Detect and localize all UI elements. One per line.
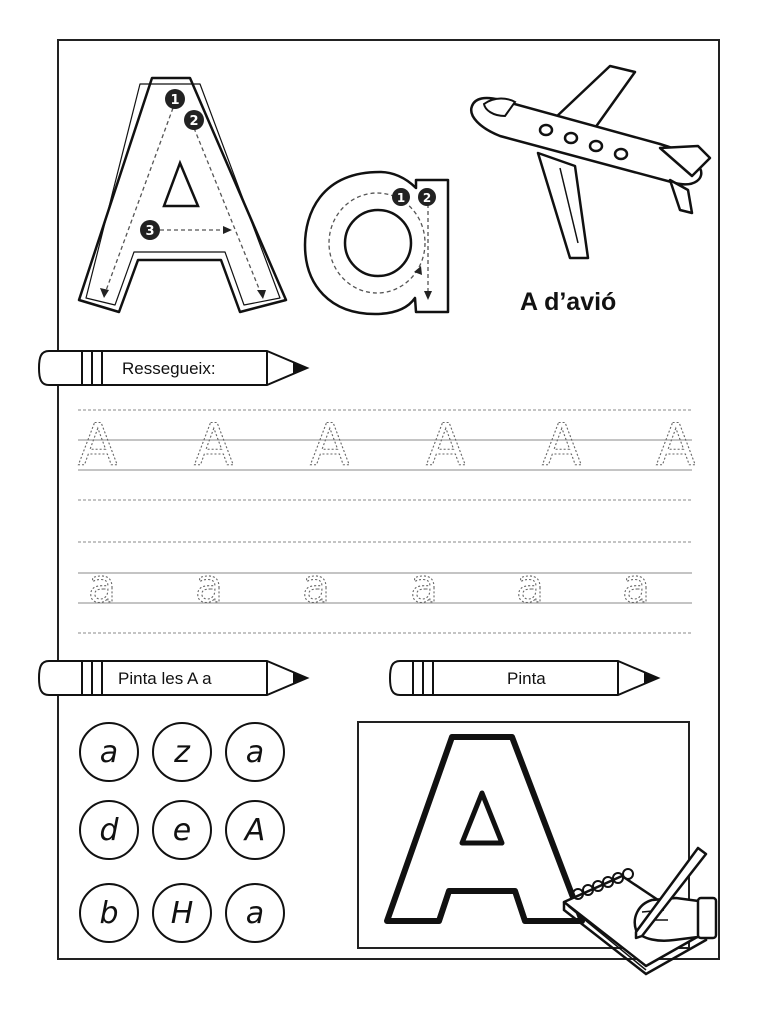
trace-label: Ressegueix: — [122, 359, 216, 378]
trace-lower-3: a — [302, 559, 331, 613]
trace-lower-4: a — [410, 559, 439, 613]
trace-lower-1: a — [88, 559, 117, 613]
step-2-label: 2 — [189, 114, 199, 129]
trace-upper-1: A — [78, 411, 118, 479]
color-picture-label: Pinta — [507, 669, 546, 688]
letter-bubble[interactable]: z — [152, 722, 212, 782]
lower-step-1-label: 1 — [396, 191, 406, 205]
trace-lower-2: a — [195, 559, 224, 613]
letter-bubble[interactable]: e — [152, 800, 212, 860]
letter-bubble[interactable]: A — [225, 800, 285, 860]
letter-bubble[interactable]: d — [79, 800, 139, 860]
trace-lower-6: a — [622, 559, 651, 613]
letter-bubble[interactable]: a — [79, 722, 139, 782]
trace-upper-5: A — [542, 411, 582, 479]
trace-upper-2: A — [194, 411, 234, 479]
letter-bubble[interactable]: a — [225, 883, 285, 943]
trace-upper-6: A — [656, 411, 696, 479]
trace-lower-5: a — [516, 559, 545, 613]
coloring-letter-label: A — [357, 721, 358, 722]
notepad-writing-icon — [556, 840, 720, 980]
trace-upper-4: A — [426, 411, 466, 479]
lower-step-2-label: 2 — [422, 191, 432, 205]
step-3-label: 3 — [145, 224, 155, 239]
letter-bubble[interactable]: a — [225, 722, 285, 782]
trace-upper-3: A — [310, 411, 350, 479]
letter-bubble[interactable]: b — [79, 883, 139, 943]
airplane-caption: A d’avió — [520, 288, 617, 316]
letter-bubble[interactable]: H — [152, 883, 212, 943]
step-1-label: 1 — [170, 93, 180, 108]
color-letters-label: Pinta les A a — [118, 669, 212, 688]
